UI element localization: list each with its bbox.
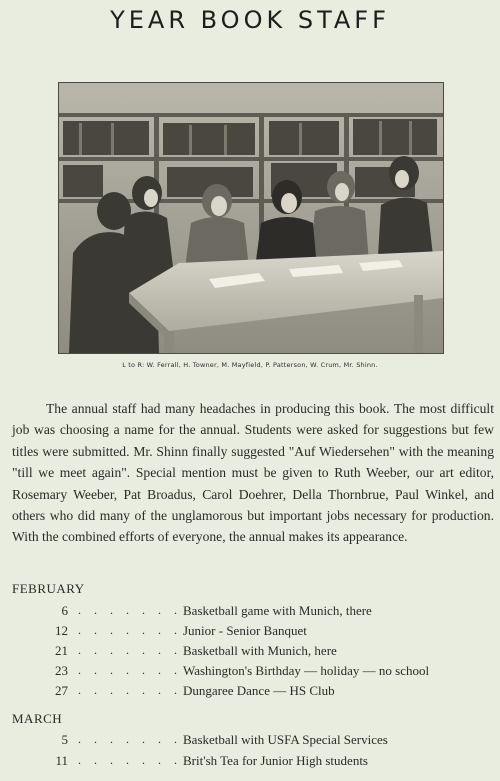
calendar-event [0, 683, 500, 701]
event-day: 21 [55, 643, 68, 658]
event-day: 27 [55, 683, 68, 698]
month-heading-march: MARCH [12, 711, 63, 726]
leader-dots: . . . . . . . [78, 603, 182, 617]
calendar-event [0, 623, 500, 641]
body-paragraph: The annual staff had many headaches in producing this book. The most difficult job was choosing a name for the annual. Students were asked for suggestions but few titles were submitted. Mr. Shinn finally suggested "Auf Wiedersehen" with the meaning "till we meet again". Special mention must be given to Ruth Weeber, our art editor, Rosemary Weeber, Pat Broadus, Carol Doehrer, Della Thornbrue, Paul Winkel, and others who did many of the unglamorous but important jobs necessary for production. With the combined efforts of everyone, the annual makes its appearance. [12, 401, 494, 545]
event-day: 23 [55, 663, 68, 678]
event-description: Basketball with USFA Special Services [183, 732, 388, 747]
month-heading-february: FEBRUARY [12, 581, 85, 596]
event-description: Basketball with Munich, here [183, 643, 337, 658]
event-description: Washington's Birthday — holiday — no school [183, 663, 430, 678]
calendar-event [0, 663, 500, 681]
event-day: 11 [55, 753, 68, 768]
event-description: Junior - Senior Banquet [183, 623, 307, 638]
staff-photo [58, 82, 444, 354]
calendar-event [0, 753, 500, 771]
leader-dots: . . . . . . . [78, 643, 182, 657]
leader-dots: . . . . . . . [78, 683, 182, 697]
page-title: YEAR BOOK STAFF [110, 6, 390, 34]
event-day: 12 [55, 623, 68, 638]
calendar-event [0, 732, 500, 750]
photo-caption: L to R: W. Ferrall, H. Towner, M. Mayfield, P. Patterson, W. Crum, Mr. Shinn. [122, 361, 378, 369]
leader-dots: . . . . . . . [78, 753, 182, 767]
leader-dots: . . . . . . . [78, 732, 182, 746]
event-description: Basketball game with Munich, there [183, 603, 372, 618]
event-description: Brit'sh Tea for Junior High students [183, 753, 368, 768]
event-day: 5 [61, 732, 68, 747]
leader-dots: . . . . . . . [78, 663, 182, 677]
leader-dots: . . . . . . . [78, 623, 182, 637]
calendar-event [0, 603, 500, 621]
event-description: Dungaree Dance — HS Club [183, 683, 335, 698]
event-day: 6 [61, 603, 68, 618]
calendar-event [0, 643, 500, 661]
